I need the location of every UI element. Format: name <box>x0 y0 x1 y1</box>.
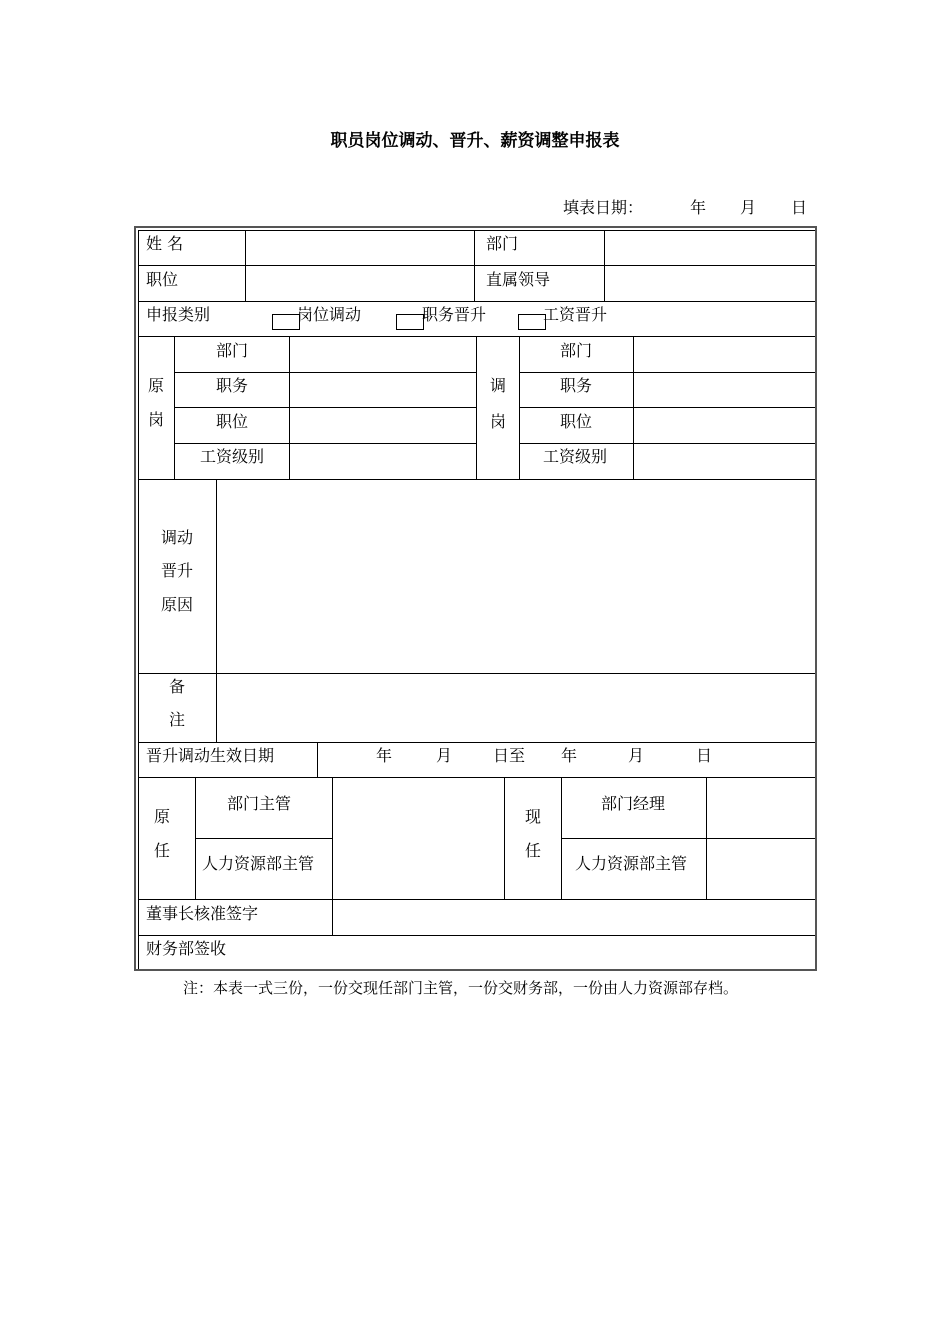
original-role-side-label-1: 原 <box>154 807 171 826</box>
original-post-side-label-2: 岗 <box>148 410 165 429</box>
page-title: 职员岗位调动、晋升、薪资调整申报表 <box>330 131 620 151</box>
new-post-side-label-2: 岗 <box>490 412 507 431</box>
reason-label-line-2: 晋升 <box>161 561 194 580</box>
original-hr-head-label: 人力资源部主管 <box>202 854 315 873</box>
new-dept-label: 部门 <box>560 341 593 360</box>
reason-label-line-1: 调动 <box>161 528 194 547</box>
new-duty-label: 职务 <box>560 376 593 395</box>
department-label: 部门 <box>486 234 519 253</box>
original-hr-head-signature[interactable] <box>333 839 503 898</box>
new-post-side-label-1: 调 <box>490 376 507 395</box>
remarks-label-line-1: 备 <box>169 677 186 696</box>
new-dept-field[interactable] <box>634 337 814 371</box>
category-label: 申报类别 <box>146 305 211 324</box>
effective-start-month: 月 <box>436 746 453 765</box>
original-duty-field[interactable] <box>290 373 475 407</box>
position-label: 职位 <box>146 270 179 289</box>
direct-supervisor-label: 直属领导 <box>486 270 551 289</box>
effective-date-label: 晋升调动生效日期 <box>146 746 275 765</box>
direct-supervisor-field[interactable] <box>605 266 814 300</box>
original-dept-label: 部门 <box>216 341 249 360</box>
new-duty-field[interactable] <box>634 373 814 407</box>
new-position-label: 职位 <box>560 412 593 431</box>
original-salary-grade-field[interactable] <box>290 444 475 478</box>
reason-label-line-3: 原因 <box>161 595 194 614</box>
original-dept-head-signature[interactable] <box>333 778 503 837</box>
original-position-field[interactable] <box>290 408 475 442</box>
original-post-side-label-1: 原 <box>148 376 165 395</box>
original-role-side-label-2: 任 <box>154 841 171 860</box>
fill-date-line <box>0 195 950 215</box>
original-dept-field[interactable] <box>290 337 475 371</box>
original-position-label: 职位 <box>216 412 249 431</box>
effective-start-year: 年 <box>376 746 393 765</box>
name-field[interactable] <box>246 231 473 265</box>
application-form-table <box>134 226 817 971</box>
fill-date-day: 日 <box>791 198 808 217</box>
original-salary-grade-label: 工资级别 <box>200 447 265 466</box>
checkbox-promotion[interactable] <box>396 314 424 330</box>
fill-date-month: 月 <box>740 198 757 217</box>
finance-signature-field[interactable] <box>333 936 814 968</box>
fill-date-label: 填表日期： <box>563 198 644 217</box>
effective-end-month: 月 <box>628 746 645 765</box>
new-salary-grade-label: 工资级别 <box>543 447 608 466</box>
option-promotion-label: 职务晋升 <box>422 305 487 324</box>
current-role-side-label-2: 任 <box>525 841 542 860</box>
checkbox-transfer[interactable] <box>272 314 300 330</box>
finance-receipt-label: 财务部签收 <box>146 939 227 958</box>
footnote: 注：本表一式三份，一份交现任部门主管，一份交财务部，一份由人力资源部存档。 <box>183 979 739 997</box>
effective-end-day: 日 <box>696 746 713 765</box>
name-label: 姓 名 <box>146 234 184 253</box>
option-transfer-label: 岗位调动 <box>297 305 362 324</box>
current-hr-head-label: 人力资源部主管 <box>575 854 688 873</box>
original-dept-head-label: 部门主管 <box>227 794 292 813</box>
current-dept-manager-signature[interactable] <box>707 778 814 837</box>
chairman-signature-field[interactable] <box>333 900 814 934</box>
effective-end-year: 年 <box>561 746 578 765</box>
new-salary-grade-field[interactable] <box>634 444 814 478</box>
reason-field[interactable] <box>217 480 814 672</box>
original-duty-label: 职务 <box>216 376 249 395</box>
remarks-field[interactable] <box>217 674 814 741</box>
current-role-side-label-1: 现 <box>525 807 542 826</box>
checkbox-salary-raise[interactable] <box>518 314 546 330</box>
current-dept-manager-label: 部门经理 <box>601 794 666 813</box>
remarks-label-line-2: 注 <box>169 710 186 729</box>
fill-date-year: 年 <box>690 198 707 217</box>
chairman-approval-label: 董事长核准签字 <box>146 904 259 923</box>
effective-start-day-to: 日至 <box>493 746 526 765</box>
position-field[interactable] <box>246 266 473 300</box>
department-field[interactable] <box>605 231 814 265</box>
current-hr-head-signature[interactable] <box>707 839 814 898</box>
option-salary-raise-label: 工资晋升 <box>543 305 608 324</box>
new-position-field[interactable] <box>634 408 814 442</box>
